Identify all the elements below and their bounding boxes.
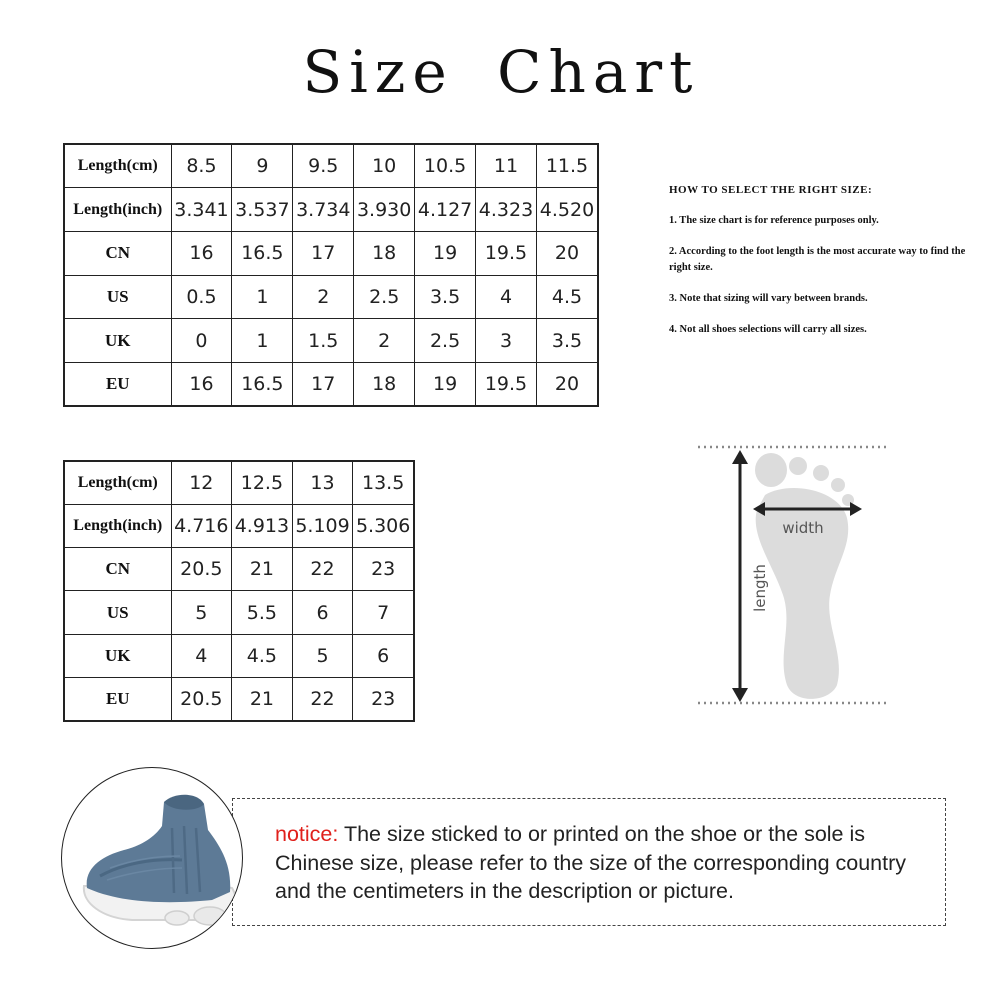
- size-guide-heading: HOW TO SELECT THE RIGHT SIZE:: [669, 184, 873, 196]
- table-row: [64, 362, 598, 406]
- table-cell: 5: [292, 634, 353, 677]
- row-header: CN: [64, 548, 171, 591]
- notice-label: notice:: [275, 822, 339, 846]
- table-cell: 2: [354, 319, 415, 363]
- width-label: width: [782, 519, 824, 537]
- table-cell: 5.109: [292, 504, 353, 547]
- size-guide: [669, 184, 989, 353]
- size-guide-point: 1. The size chart is for reference purposes only.: [669, 215, 879, 226]
- table-cell: 11.5: [536, 144, 598, 188]
- foot-outline-icon: [755, 453, 854, 699]
- foot-measure-diagram: [695, 440, 895, 710]
- size-guide-point: 3. Note that sizing will vary between brands.: [669, 293, 868, 304]
- table-cell: 16: [171, 362, 232, 406]
- table-cell: 5.306: [353, 504, 414, 547]
- table-cell: 16.5: [232, 231, 293, 275]
- table-cell: 18: [354, 231, 415, 275]
- table-row: [64, 548, 414, 591]
- table-cell: 0.5: [171, 275, 232, 319]
- table-cell: 4.520: [536, 188, 598, 232]
- table-cell: 18: [354, 362, 415, 406]
- table-cell: 16.5: [232, 362, 293, 406]
- table-cell: 13: [292, 461, 353, 504]
- table-cell: 3.930: [354, 188, 415, 232]
- table-cell: 3.341: [171, 188, 232, 232]
- table-cell: 3.5: [415, 275, 476, 319]
- table-cell: 1.5: [293, 319, 354, 363]
- shoe-photo: [61, 767, 243, 949]
- table-cell: 10.5: [415, 144, 476, 188]
- table-cell: 21: [232, 548, 293, 591]
- table-cell: 4: [171, 634, 232, 677]
- table-cell: 0: [171, 319, 232, 363]
- length-arrow-down: [732, 688, 748, 702]
- size-table-small: [63, 143, 599, 407]
- table-cell: 3.5: [536, 319, 598, 363]
- table-cell: 17: [293, 231, 354, 275]
- table-cell: 4.5: [232, 634, 293, 677]
- table-cell: 3: [476, 319, 537, 363]
- table-cell: 5.5: [232, 591, 293, 634]
- table-cell: 6: [292, 591, 353, 634]
- table-row: [64, 677, 414, 720]
- table-row: [64, 591, 414, 634]
- table-cell: 4.716: [171, 504, 232, 547]
- table-cell: 21: [232, 677, 293, 720]
- table-row: [64, 634, 414, 677]
- size-table-large: [63, 460, 415, 722]
- table-cell: 8.5: [171, 144, 232, 188]
- table-row: [64, 275, 598, 319]
- table-cell: 4.323: [476, 188, 537, 232]
- row-header: CN: [64, 231, 171, 275]
- notice-body: The size sticked to or printed on the shoe or the sole is Chinese size, please refer to the size of the corresponding country and the centimeters in the description or picture.: [275, 822, 907, 903]
- table-cell: 13.5: [353, 461, 414, 504]
- size-guide-point: 2. According to the foot length is the most accurate way to find the right size.: [669, 246, 966, 273]
- table-cell: 3.734: [293, 188, 354, 232]
- table-cell: 16: [171, 231, 232, 275]
- table-row: [64, 461, 414, 504]
- row-header: Length(cm): [64, 144, 171, 188]
- table-cell: 23: [353, 677, 414, 720]
- table-cell: 4.5: [536, 275, 598, 319]
- table-cell: 20.5: [171, 677, 232, 720]
- table-cell: 1: [232, 319, 293, 363]
- table-cell: 22: [292, 548, 353, 591]
- table-row: [64, 144, 598, 188]
- table-cell: 7: [353, 591, 414, 634]
- row-header: Length(inch): [64, 188, 171, 232]
- table-cell: 19.5: [476, 231, 537, 275]
- row-header: US: [64, 275, 171, 319]
- table-row: [64, 319, 598, 363]
- table-cell: 20.5: [171, 548, 232, 591]
- row-header: EU: [64, 677, 171, 720]
- table-cell: 11: [476, 144, 537, 188]
- row-header: UK: [64, 319, 171, 363]
- table-cell: 2.5: [415, 319, 476, 363]
- row-header: Length(inch): [64, 504, 171, 547]
- table-cell: 5: [171, 591, 232, 634]
- table-cell: 12: [171, 461, 232, 504]
- page-title: Size Chart: [302, 38, 700, 106]
- table-row: [64, 231, 598, 275]
- table-cell: 10: [354, 144, 415, 188]
- table-cell: 20: [536, 231, 598, 275]
- row-header: US: [64, 591, 171, 634]
- table-cell: 2.5: [354, 275, 415, 319]
- table-cell: 17: [293, 362, 354, 406]
- row-header: Length(cm): [64, 461, 171, 504]
- table-cell: 9: [232, 144, 293, 188]
- table-cell: 4.127: [415, 188, 476, 232]
- baby-shoe-icon: [62, 768, 242, 948]
- table-cell: 12.5: [232, 461, 293, 504]
- table-cell: 19.5: [476, 362, 537, 406]
- table-cell: 20: [536, 362, 598, 406]
- table-cell: 23: [353, 548, 414, 591]
- table-cell: 22: [292, 677, 353, 720]
- table-cell: 4: [476, 275, 537, 319]
- table-cell: 19: [415, 231, 476, 275]
- notice-text: [275, 820, 925, 906]
- table-cell: 9.5: [293, 144, 354, 188]
- table-row: [64, 504, 414, 547]
- table-cell: 19: [415, 362, 476, 406]
- table-row: [64, 188, 598, 232]
- row-header: UK: [64, 634, 171, 677]
- table-cell: 4.913: [232, 504, 293, 547]
- row-header: EU: [64, 362, 171, 406]
- table-cell: 3.537: [232, 188, 293, 232]
- table-cell: 6: [353, 634, 414, 677]
- length-label: length: [751, 564, 769, 612]
- table-cell: 1: [232, 275, 293, 319]
- table-cell: 2: [293, 275, 354, 319]
- size-guide-point: 4. Not all shoes selections will carry all sizes.: [669, 324, 867, 335]
- length-arrow-up: [732, 450, 748, 464]
- width-arrow-right: [850, 502, 862, 516]
